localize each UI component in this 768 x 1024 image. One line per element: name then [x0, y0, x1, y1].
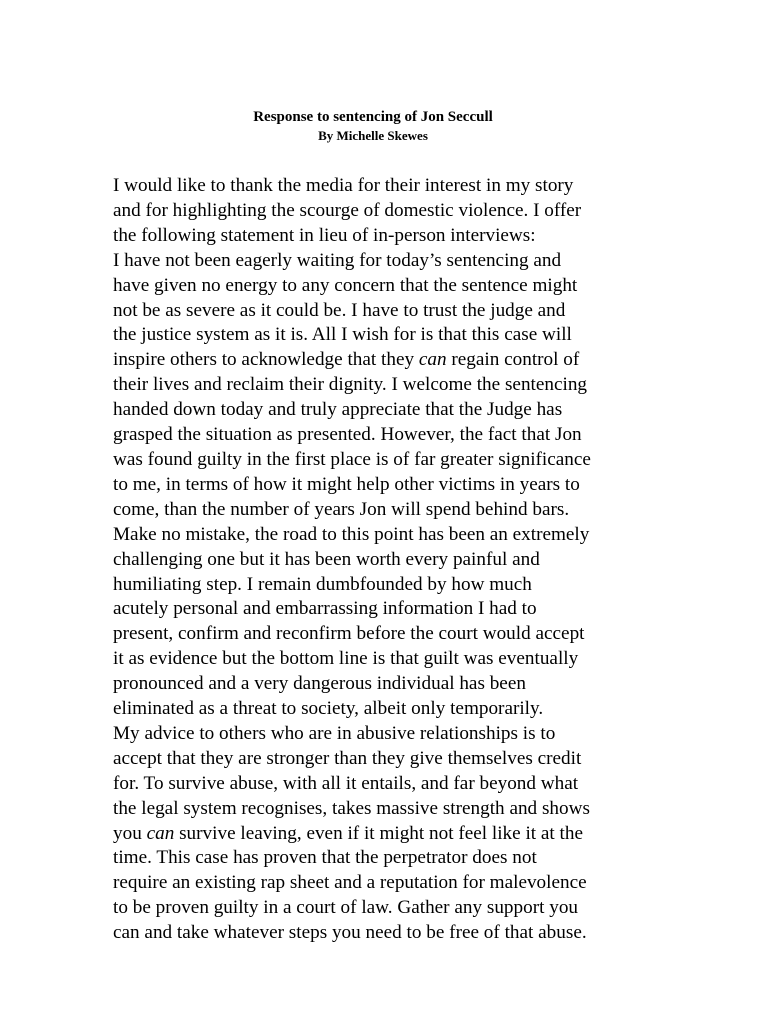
body-line: have given no energy to any concern that the sentence might	[113, 274, 578, 296]
body-line: I have not been eagerly waiting for today’s sentencing and	[113, 249, 562, 271]
document-body	[113, 174, 653, 946]
body-line: was found guilty in the first place is of far greater significance	[113, 448, 591, 470]
body-line: the justice system as it is. All I wish for is that this case will	[113, 324, 572, 346]
line-text: you	[113, 822, 147, 844]
body-line: humiliating step. I remain dumbfounded by how much	[113, 573, 532, 595]
body-paragraph	[113, 722, 653, 946]
body-line: come, than the number of years Jon will spend behind bars.	[113, 498, 570, 520]
body-line: their lives and reclaim their dignity. I welcome the sentencing	[113, 374, 588, 396]
body-line: can and take whatever steps you need to be free of that abuse.	[113, 922, 587, 944]
body-line: grasped the situation as presented. However, the fact that Jon	[113, 424, 582, 446]
body-line: and for highlighting the scourge of domestic violence. I offer	[113, 199, 582, 221]
body-line: time. This case has proven that the perpetrator does not	[113, 847, 537, 869]
document-byline: By Michelle Skewes	[318, 128, 428, 143]
body-line: for. To survive abuse, with all it entails, and far beyond what	[113, 772, 579, 794]
body-line: accept that they are stronger than they give themselves credit	[113, 747, 582, 769]
body-paragraph	[113, 249, 653, 722]
document-heading	[0, 107, 746, 145]
body-line: to me, in terms of how it might help other victims in years to	[113, 473, 580, 495]
body-line: not be as severe as it could be. I have to trust the judge and	[113, 299, 566, 321]
body-line	[113, 348, 653, 373]
body-line: handed down today and truly appreciate that the Judge has	[113, 399, 563, 421]
emphasized-word: can	[418, 349, 447, 371]
line-text: regain control of	[446, 349, 580, 371]
line-text: inspire others to acknowledge that they	[113, 349, 419, 371]
body-line: Make no mistake, the road to this point has been an extremely	[113, 523, 590, 545]
body-line: My advice to others who are in abusive relationships is to	[113, 722, 556, 744]
line-text: survive leaving, even if it might not feel like it at the	[174, 822, 583, 844]
body-line: the legal system recognises, takes massive strength and shows	[113, 797, 590, 819]
emphasized-word: can	[146, 822, 175, 844]
body-line: present, confirm and reconfirm before the court would accept	[113, 623, 585, 645]
body-line	[113, 822, 653, 847]
body-line: challenging one but it has been worth every painful and	[113, 548, 540, 570]
body-line: the following statement in lieu of in-person interviews:	[113, 224, 536, 246]
body-line: acutely personal and embarrassing information I had to	[113, 598, 537, 620]
body-line: to be proven guilty in a court of law. Gather any support you	[113, 897, 579, 919]
body-line: eliminated as a threat to society, albeit only temporarily.	[113, 698, 544, 720]
body-line: I would like to thank the media for their interest in my story	[113, 175, 574, 196]
body-line: pronounced and a very dangerous individual has been	[113, 673, 526, 695]
document-title: Response to sentencing of Jon Seccull	[253, 109, 493, 125]
body-line: it as evidence but the bottom line is that guilt was eventually	[113, 648, 579, 670]
body-line: require an existing rap sheet and a reputation for malevolence	[113, 872, 587, 894]
body-paragraph	[113, 174, 653, 249]
